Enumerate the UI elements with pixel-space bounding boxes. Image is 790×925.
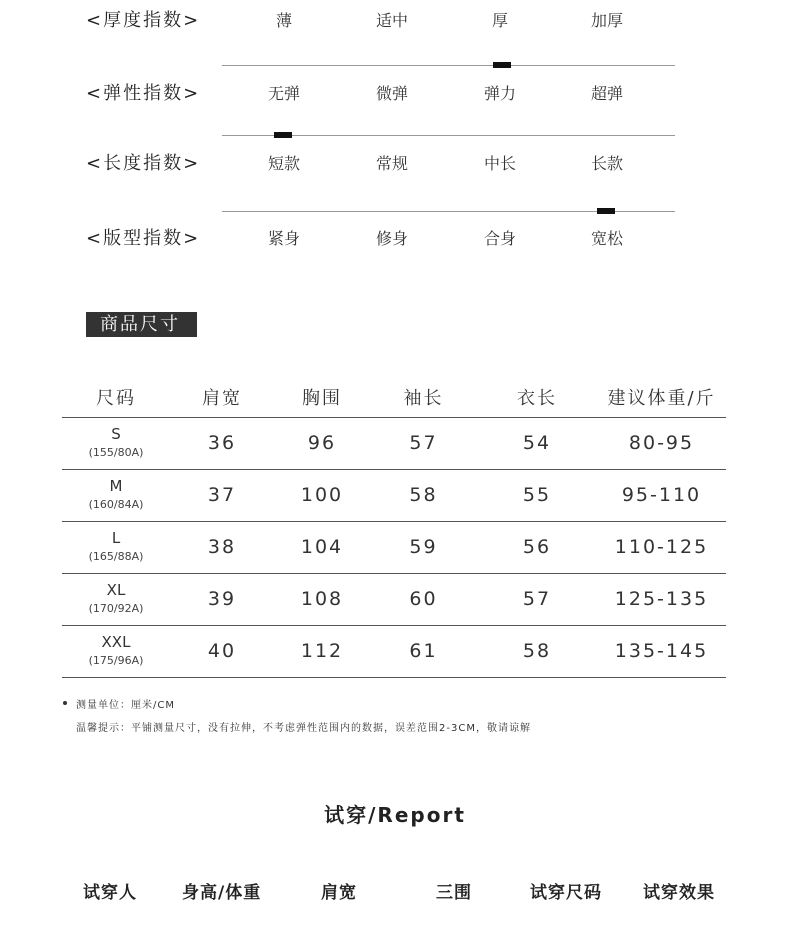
index-label: <厚度指数>: [86, 10, 201, 31]
index-option: 宽松: [590, 229, 623, 248]
shoulder-cell: 39: [170, 573, 274, 625]
header-cell: 建议体重/斤: [597, 377, 726, 417]
index-label: <版型指数>: [86, 228, 201, 249]
sleeve-cell: 58: [370, 469, 477, 521]
bullet-dot: [63, 701, 67, 705]
chest-cell: 112: [274, 625, 370, 677]
shoulder-cell: 40: [170, 625, 274, 677]
index-option: 适中: [375, 11, 408, 30]
shoulder-cell: 37: [170, 469, 274, 521]
shoulder-cell: 36: [170, 417, 274, 469]
sleeve-cell: 61: [370, 625, 477, 677]
length-cell: 54: [477, 417, 597, 469]
index-marker-elasticity: [274, 132, 292, 138]
chest-cell: 96: [274, 417, 370, 469]
index-option: 紧身: [267, 229, 300, 248]
size-cell: [62, 417, 170, 469]
size-table-header: [62, 377, 726, 417]
chest-cell: 104: [274, 521, 370, 573]
chest-cell: 108: [274, 573, 370, 625]
index-label: <弹性指数>: [86, 83, 201, 104]
weight-cell: 95-110: [597, 469, 726, 521]
chest-cell: 100: [274, 469, 370, 521]
index-option: 合身: [483, 229, 516, 248]
section-title-size: 商品尺寸: [86, 312, 197, 337]
size-spec: (165/88A): [88, 549, 144, 563]
index-label: <长度指数>: [86, 153, 201, 174]
size-label: XXL: [101, 632, 131, 651]
report-header-cell: 试穿人: [83, 883, 137, 903]
table-row: [62, 521, 726, 573]
size-table: [62, 377, 726, 678]
index-option: 修身: [375, 229, 408, 248]
size-cell: [62, 469, 170, 521]
index-row-thickness: [0, 6, 790, 36]
report-header-cell: 身高/体重: [182, 883, 262, 903]
report-header-cell: 试穿尺码: [530, 883, 602, 903]
header-cell: 尺码: [62, 377, 170, 417]
index-option: 长款: [590, 154, 623, 173]
size-spec: (170/92A): [88, 601, 144, 615]
weight-cell: 125-135: [597, 573, 726, 625]
length-cell: 58: [477, 625, 597, 677]
sleeve-cell: 60: [370, 573, 477, 625]
length-cell: 55: [477, 469, 597, 521]
size-spec: (160/84A): [88, 497, 144, 511]
tip-note: 温馨提示：平铺测量尺寸，没有拉伸，不考虑弹性范围内的数据，误差范围2-3CM，敬请谅解: [76, 723, 531, 734]
index-marker-length: [597, 208, 615, 214]
report-header-cell: 三围: [436, 883, 472, 903]
index-row-fit: [0, 224, 790, 254]
unit-note: 测量单位：厘米/CM: [76, 700, 175, 711]
size-cell: [62, 521, 170, 573]
index-row-elasticity: [0, 79, 790, 109]
weight-cell: 80-95: [597, 417, 726, 469]
index-option: 弹力: [483, 84, 516, 103]
length-cell: 56: [477, 521, 597, 573]
report-header-cell: 肩宽: [321, 883, 357, 903]
index-option: 薄: [275, 11, 292, 30]
shoulder-cell: 38: [170, 521, 274, 573]
index-option: 短款: [267, 154, 300, 173]
length-cell: 57: [477, 573, 597, 625]
index-option: 微弹: [375, 84, 408, 103]
header-cell: 胸围: [274, 377, 370, 417]
size-spec: (155/80A): [88, 445, 144, 459]
table-row: [62, 573, 726, 625]
header-cell: 肩宽: [170, 377, 274, 417]
sleeve-cell: 59: [370, 521, 477, 573]
size-label: S: [111, 424, 121, 443]
weight-cell: 110-125: [597, 521, 726, 573]
header-cell: 衣长: [477, 377, 597, 417]
index-option: 超弹: [590, 84, 623, 103]
table-row: [62, 417, 726, 469]
index-option: 无弹: [267, 84, 300, 103]
size-label: XL: [106, 580, 126, 599]
table-row: [62, 625, 726, 677]
header-cell: 袖长: [370, 377, 477, 417]
size-spec: (175/96A): [88, 653, 144, 667]
size-cell: [62, 625, 170, 677]
index-option: 厚: [491, 11, 508, 30]
index-option: 中长: [483, 154, 516, 173]
weight-cell: 135-145: [597, 625, 726, 677]
index-option: 常规: [375, 154, 408, 173]
size-label: L: [111, 528, 121, 547]
sleeve-cell: 57: [370, 417, 477, 469]
report-header-cell: 试穿效果: [643, 883, 715, 903]
index-row-length: [0, 149, 790, 179]
index-scale-line: [222, 65, 675, 66]
size-cell: [62, 573, 170, 625]
index-option: 加厚: [590, 11, 623, 30]
size-label: M: [109, 476, 123, 495]
table-row: [62, 469, 726, 521]
report-title: 试穿/Report: [324, 803, 466, 827]
index-marker-thickness: [493, 62, 511, 68]
